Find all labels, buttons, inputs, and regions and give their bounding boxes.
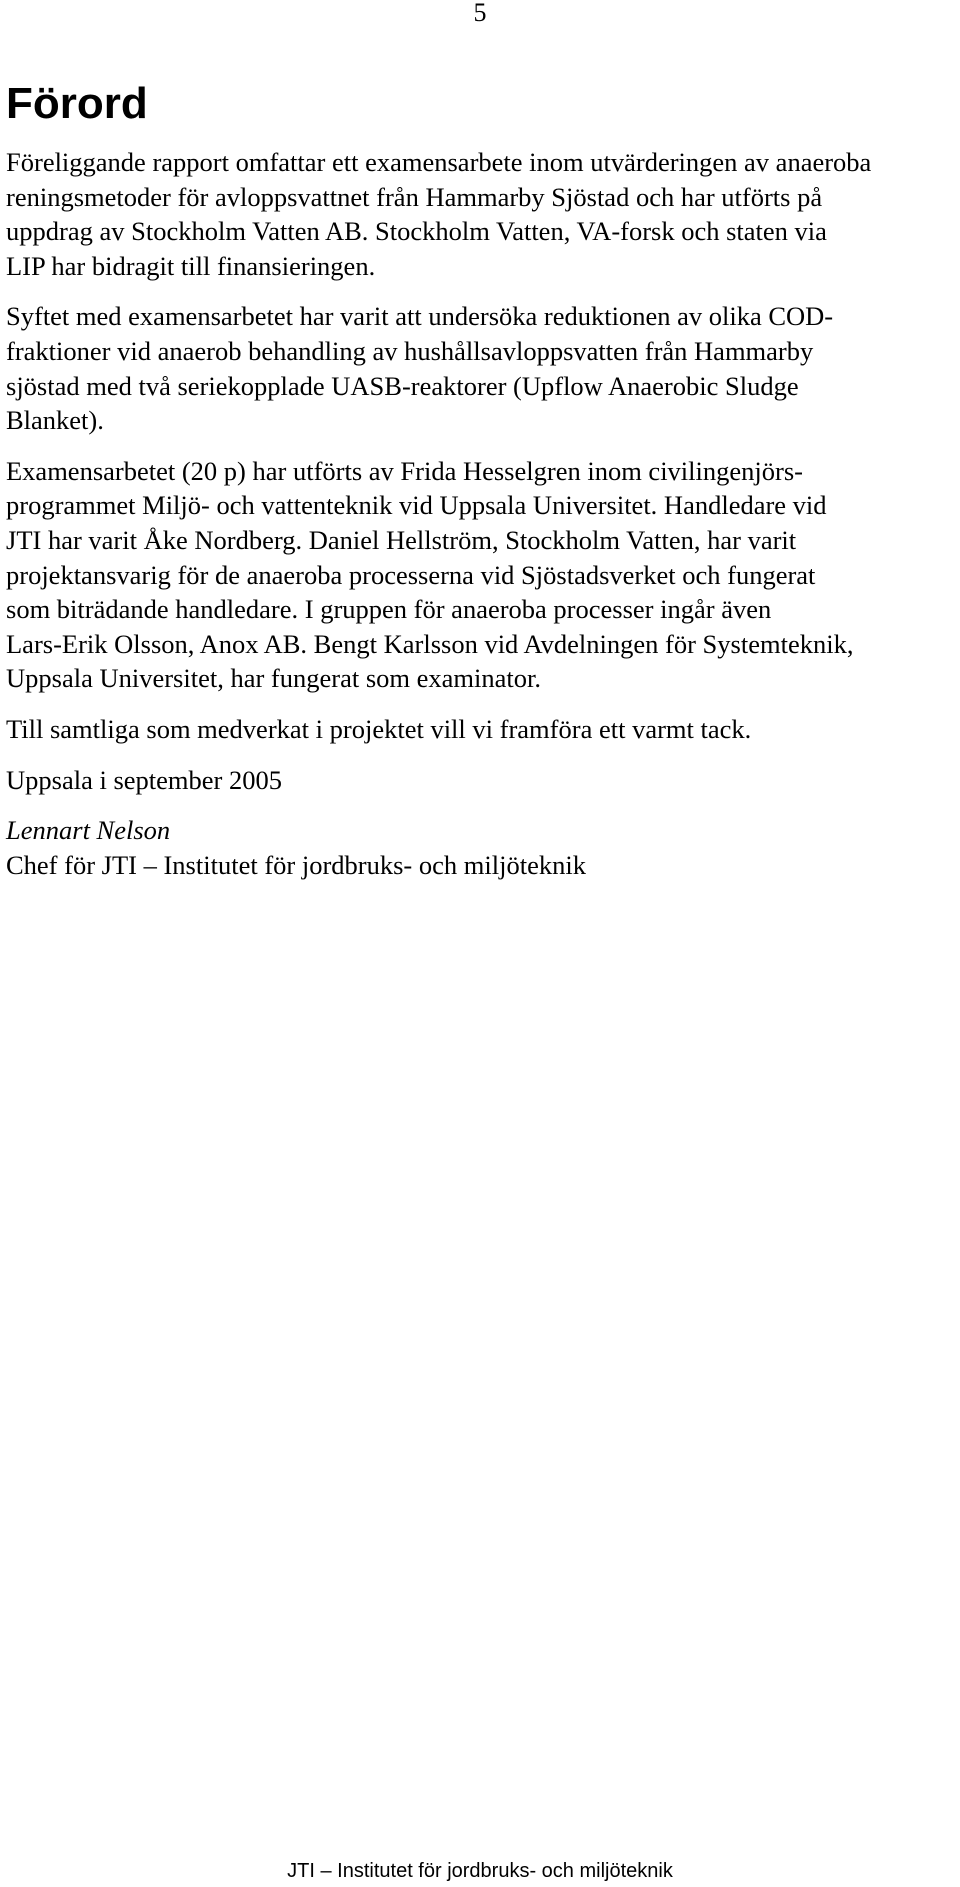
paragraph-credits: [6, 454, 946, 696]
page-title: Förord: [6, 79, 148, 128]
text-line: sjöstad med två seriekopplade UASB-reaktorer (Upflow Anaerobic Sludge: [6, 370, 799, 401]
text-line: Föreliggande rapport omfattar ett examensarbete inom utvärderingen av anaeroba: [6, 147, 872, 177]
text-line: uppdrag av Stockholm Vatten AB. Stockholm Vatten, VA-forsk och staten via: [6, 216, 827, 247]
text-line: Lars-Erik Olsson, Anox AB. Bengt Karlsson vid Avdelningen för Systemteknik,: [6, 628, 854, 659]
text-line: JTI har varit Åke Nordberg. Daniel Hellström, Stockholm Vatten, har varit: [6, 524, 797, 555]
text-line: Syftet med examensarbetet har varit att undersöka reduktionen av olika COD-: [6, 301, 834, 332]
text-line: Uppsala Universitet, har fungerat som examinator.: [6, 663, 541, 694]
text-line: Blanket).: [6, 405, 104, 436]
signature-block: [6, 813, 946, 882]
text-line: Uppsala i september 2005: [6, 764, 282, 795]
paragraph-intro: [6, 145, 946, 283]
text-line: projektansvarig för de anaeroba processerna vid Sjöstadsverket och fungerat: [6, 559, 816, 590]
place-date: [6, 763, 946, 798]
signature-name: Lennart Nelson: [6, 815, 171, 846]
text-line: fraktioner vid anaerob behandling av hushållsavloppsvatten från Hammarby: [6, 335, 814, 366]
text-line: LIP har bidragit till finansieringen.: [6, 250, 376, 281]
paragraph-purpose: [6, 299, 946, 437]
document-body: [6, 145, 946, 898]
text-line: Examensarbetet (20 p) har utförts av Frida Hesselgren inom civilingenjörs-: [6, 455, 803, 486]
text-line: Till samtliga som medverkat i projektet vill vi framföra ett varmt tack.: [6, 713, 752, 744]
page-number: 5: [473, 0, 487, 27]
text-line: programmet Miljö- och vattenteknik vid Uppsala Universitet. Handledare vid: [6, 490, 827, 521]
text-line: som biträdande handledare. I gruppen för anaeroba processer ingår även: [6, 594, 772, 625]
paragraph-thanks: [6, 712, 946, 747]
text-line: reningsmetoder för avloppsvattnet från Hammarby Sjöstad och har utförts på: [6, 181, 823, 212]
page-footer: JTI – Institutet för jordbruks- och miljöteknik: [287, 1860, 673, 1882]
signature-role: Chef för JTI – Institutet för jordbruks- och miljöteknik: [6, 849, 586, 880]
